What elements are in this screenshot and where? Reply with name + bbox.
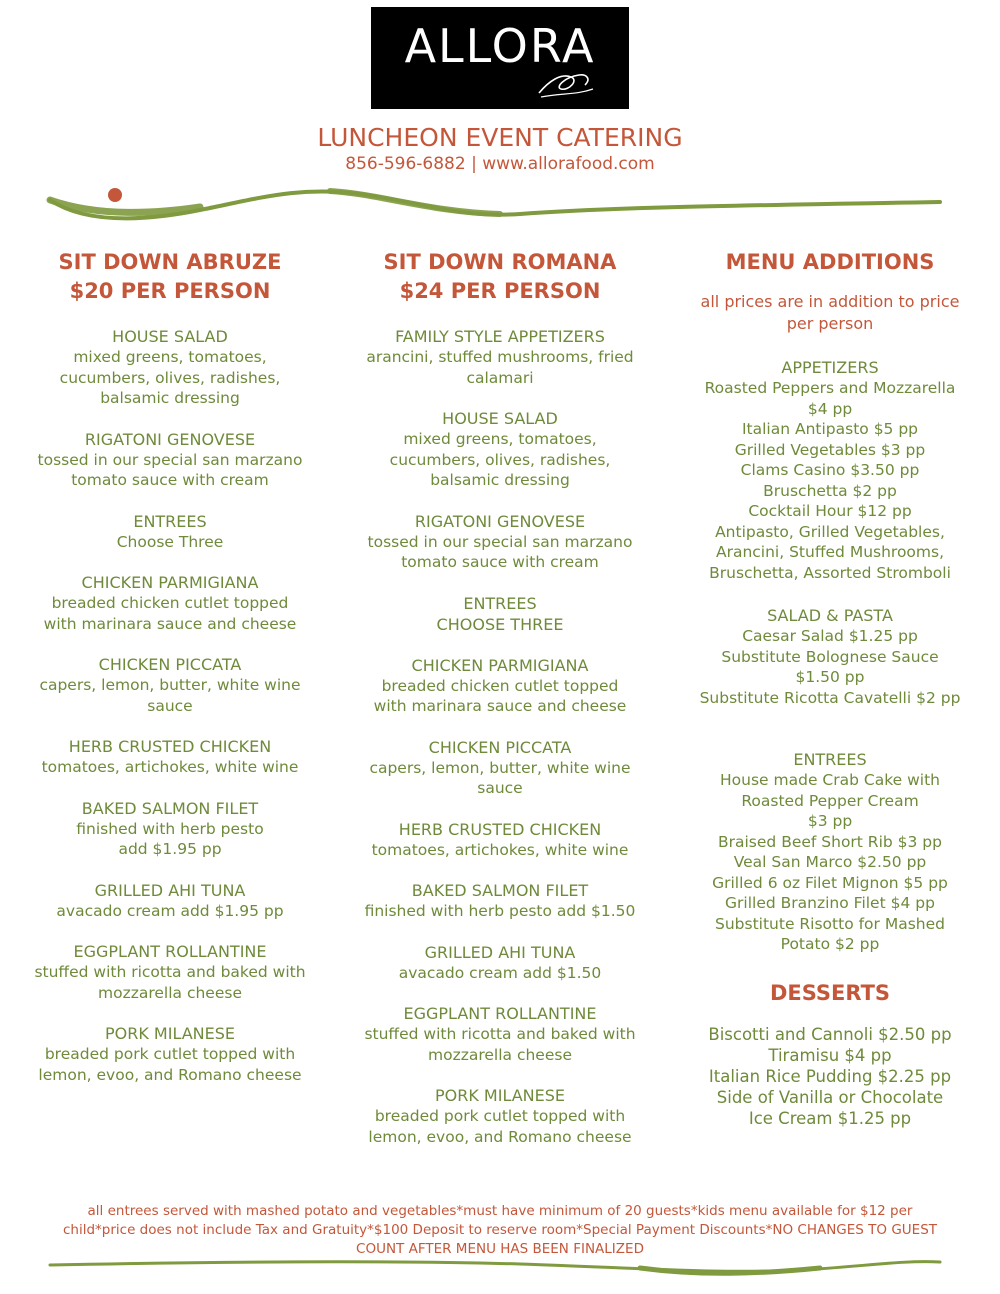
menu-item-desc: lemon, evoo, and Romano cheese xyxy=(38,1065,302,1084)
menu-item-desc: sauce xyxy=(477,779,523,797)
menu-item xyxy=(350,408,650,491)
addition-line: $3 pp xyxy=(807,812,853,830)
menu-item xyxy=(20,880,320,922)
addition-line: Bruschetta $2 pp xyxy=(763,481,897,500)
addition-line: Roasted Peppers and Mozzarella xyxy=(704,379,956,397)
addition-line: Antipasto, Grilled Vegetables, xyxy=(715,522,945,541)
menu-item-title: GRILLED AHI TUNA xyxy=(424,942,576,962)
dessert-line: Ice Cream $1.25 pp xyxy=(748,1108,912,1128)
sit-down-romana-column xyxy=(350,248,650,1147)
menu-item xyxy=(20,429,320,491)
menu-item-desc: tossed in our special san marzano xyxy=(37,450,303,469)
addition-line: Clams Casino $3.50 pp xyxy=(740,461,920,479)
menu-item-desc: Choose Three xyxy=(116,532,224,551)
menu-item-title: HERB CRUSTED CHICKEN xyxy=(68,737,272,756)
column-heading-line: SIT DOWN ROMANA xyxy=(383,250,617,274)
menu-item-title: EGGPLANT ROLLANTINE xyxy=(73,942,267,961)
menu-item-title: ENTREES xyxy=(463,593,537,613)
addition-line: Grilled 6 oz Filet Mignon $5 pp xyxy=(712,873,948,892)
menu-additions-column xyxy=(680,248,980,1129)
decorative-swoosh-bottom xyxy=(0,1250,1000,1280)
addition-line: Veal San Marco $2.50 pp xyxy=(733,853,927,871)
menu-item xyxy=(350,593,650,635)
menu-item-desc: tomato sauce with cream xyxy=(71,471,269,489)
menu-item-desc: capers, lemon, butter, white wine xyxy=(369,758,631,777)
column-heading: MENU ADDITIONS xyxy=(725,250,935,274)
menu-item-desc: stuffed with ricotta and baked with xyxy=(34,963,306,981)
menu-item-desc: capers, lemon, butter, white wine xyxy=(39,676,301,694)
signature-logo-mark xyxy=(531,63,601,103)
addition-line: Grilled Branzino Filet $4 pp xyxy=(725,894,935,912)
menu-item xyxy=(350,326,650,388)
menu-item-desc: lemon, evoo, and Romano cheese xyxy=(368,1127,632,1146)
dessert-line: Tiramisu $4 pp xyxy=(768,1045,892,1065)
section-title-entrees: ENTREES xyxy=(793,750,867,769)
menu-item-title: HOUSE SALAD xyxy=(442,409,558,428)
menu-item-title: EGGPLANT ROLLANTINE xyxy=(403,1004,597,1023)
menu-item xyxy=(20,511,320,553)
menu-item xyxy=(20,941,320,1003)
section-title-salad-pasta: SALAD & PASTA xyxy=(767,606,893,625)
menu-item xyxy=(20,654,320,716)
menu-item-desc: with marinara sauce and cheese xyxy=(373,697,627,715)
menu-item-desc: avacado cream add $1.95 pp xyxy=(56,901,284,920)
menu-item-desc: mozzarella cheese xyxy=(98,983,242,1002)
column-heading-price: $24 PER PERSON xyxy=(399,279,601,303)
dessert-line: Biscotti and Cannoli $2.50 pp xyxy=(708,1024,952,1044)
addition-line: $1.50 pp xyxy=(795,668,865,686)
menu-item-desc: cucumbers, olives, radishes, xyxy=(389,450,611,469)
logo-wordmark: ALLORA xyxy=(404,19,596,73)
addition-line: Roasted Pepper Cream xyxy=(741,791,919,810)
menu-item xyxy=(350,1003,650,1065)
footer-line: all entrees served with mashed potato and vegetables*must have minimum of 20 guests*kids menu available for $12 per xyxy=(87,1203,913,1219)
addition-line: $4 pp xyxy=(807,399,853,418)
menu-item-title: CHICKEN PICCATA xyxy=(428,737,572,757)
addition-line: Braised Beef Short Rib $3 pp xyxy=(718,832,942,851)
column-heading-line: SIT DOWN ABRUZE xyxy=(58,250,282,274)
menu-item-desc: add $1.95 pp xyxy=(118,840,222,858)
menu-item xyxy=(350,737,650,799)
menu-item-title: BAKED SALMON FILET xyxy=(81,798,259,818)
menu-item-desc: tomatoes, artichokes, white wine xyxy=(41,758,299,776)
menu-item-desc: breaded chicken cutlet topped xyxy=(51,594,289,612)
menu-item xyxy=(20,736,320,778)
menu-item-desc: balsamic dressing xyxy=(430,471,570,489)
menu-item-title: RIGATONI GENOVESE xyxy=(84,429,256,449)
footer-line: COUNT AFTER MENU HAS BEEN FINALIZED xyxy=(356,1241,644,1257)
addition-line: Grilled Vegetables $3 pp xyxy=(734,440,926,459)
menu-item-desc: with marinara sauce and cheese xyxy=(43,614,297,633)
menu-item xyxy=(350,511,650,573)
addition-line: Potato $2 pp xyxy=(780,935,880,953)
menu-item-desc: mixed greens, tomatoes, xyxy=(73,348,267,366)
menu-item-title: PORK MILANESE xyxy=(104,1024,236,1043)
menu-item-desc: stuffed with ricotta and baked with xyxy=(364,1025,636,1043)
addition-line: Arancini, Stuffed Mushrooms, xyxy=(715,543,945,561)
menu-item-title: FAMILY STYLE APPETIZERS xyxy=(395,327,605,346)
menu-item-desc: breaded chicken cutlet topped xyxy=(381,676,619,695)
menu-item-desc: tossed in our special san marzano xyxy=(367,532,633,551)
additions-note-line: per person xyxy=(786,314,874,333)
addition-line: Bruschetta, Assorted Stromboli xyxy=(709,563,951,582)
decorative-swoosh xyxy=(0,180,1000,230)
menu-item-desc: balsamic dressing xyxy=(100,389,240,407)
menu-item-desc: breaded pork cutlet topped with xyxy=(374,1107,626,1125)
footer-line: child*price does not include Tax and Gratuity*$100 Deposit to reserve room*Special Payment Discounts*NO CHANGES TO GUEST xyxy=(62,1222,938,1238)
menu-item-desc: mozzarella cheese xyxy=(428,1045,572,1064)
column-heading xyxy=(20,248,320,306)
menu-item xyxy=(20,798,320,860)
menu-item-subtitle: CHOOSE THREE xyxy=(436,614,564,634)
menu-item xyxy=(350,655,650,717)
menu-item xyxy=(20,326,320,409)
sit-down-abruze-column xyxy=(20,248,320,1085)
addition-line: Substitute Bolognese Sauce xyxy=(721,647,939,666)
menu-item-desc: tomatoes, artichokes, white wine xyxy=(371,840,629,859)
menu-item-desc: finished with herb pesto xyxy=(76,819,264,838)
menu-item-desc: avacado cream add $1.50 xyxy=(398,963,602,982)
section-title-appetizers: APPETIZERS xyxy=(781,358,879,377)
menu-item-title: CHICKEN PARMIGIANA xyxy=(411,655,589,675)
menu-item-title: CHICKEN PARMIGIANA xyxy=(81,573,259,592)
menu-item xyxy=(350,1085,650,1147)
contact-line: 856-596-6882 | www.allorafood.com xyxy=(345,154,655,174)
menu-item xyxy=(20,1023,320,1085)
menu-item-title: HOUSE SALAD xyxy=(112,327,228,346)
menu-item-title: RIGATONI GENOVESE xyxy=(414,511,586,531)
menu-item-desc: cucumbers, olives, radishes, xyxy=(59,368,281,387)
menu-item-desc: breaded pork cutlet topped with xyxy=(44,1045,296,1063)
menu-item-title: CHICKEN PICCATA xyxy=(98,655,242,674)
menu-item xyxy=(350,942,650,984)
menu-item-title: HERB CRUSTED CHICKEN xyxy=(398,819,602,839)
menu-item-title: GRILLED AHI TUNA xyxy=(94,880,246,900)
menu-item xyxy=(350,880,650,922)
dessert-line: Side of Vanilla or Chocolate xyxy=(716,1087,944,1107)
desserts-heading: DESSERTS xyxy=(769,980,891,1005)
column-heading-price: $20 PER PERSON xyxy=(69,279,271,303)
menu-item-desc: tomato sauce with cream xyxy=(401,553,599,571)
dessert-line: Italian Rice Pudding $2.25 pp xyxy=(708,1066,952,1086)
addition-line: Substitute Ricotta Cavatelli $2 pp xyxy=(699,688,961,707)
menu-item-desc: arancini, stuffed mushrooms, fried xyxy=(366,348,634,366)
menu-item-title: BAKED SALMON FILET xyxy=(411,881,589,900)
menu-item-title: ENTREES xyxy=(133,511,207,531)
menu-item-desc: calamari xyxy=(466,368,534,387)
menu-item-desc: finished with herb pesto add $1.50 xyxy=(364,902,636,920)
addition-line: Cocktail Hour $12 pp xyxy=(748,502,912,520)
column-heading xyxy=(350,248,650,306)
menu-item-desc: sauce xyxy=(147,696,193,715)
menu-item xyxy=(350,819,650,861)
page-title: LUNCHEON EVENT CATERING xyxy=(317,123,683,152)
addition-line: Italian Antipasto $5 pp xyxy=(741,420,919,438)
additions-note-line: all prices are in addition to price xyxy=(700,292,960,311)
addition-line: Substitute Risotto for Mashed xyxy=(715,914,945,933)
addition-line: Caesar Salad $1.25 pp xyxy=(742,627,918,645)
allora-logo xyxy=(371,7,629,109)
additions-note xyxy=(680,291,980,335)
menu-item-desc: mixed greens, tomatoes, xyxy=(403,430,597,448)
addition-line: House made Crab Cake with xyxy=(720,771,940,789)
menu-item xyxy=(20,572,320,634)
menu-item-title: PORK MILANESE xyxy=(434,1086,566,1105)
